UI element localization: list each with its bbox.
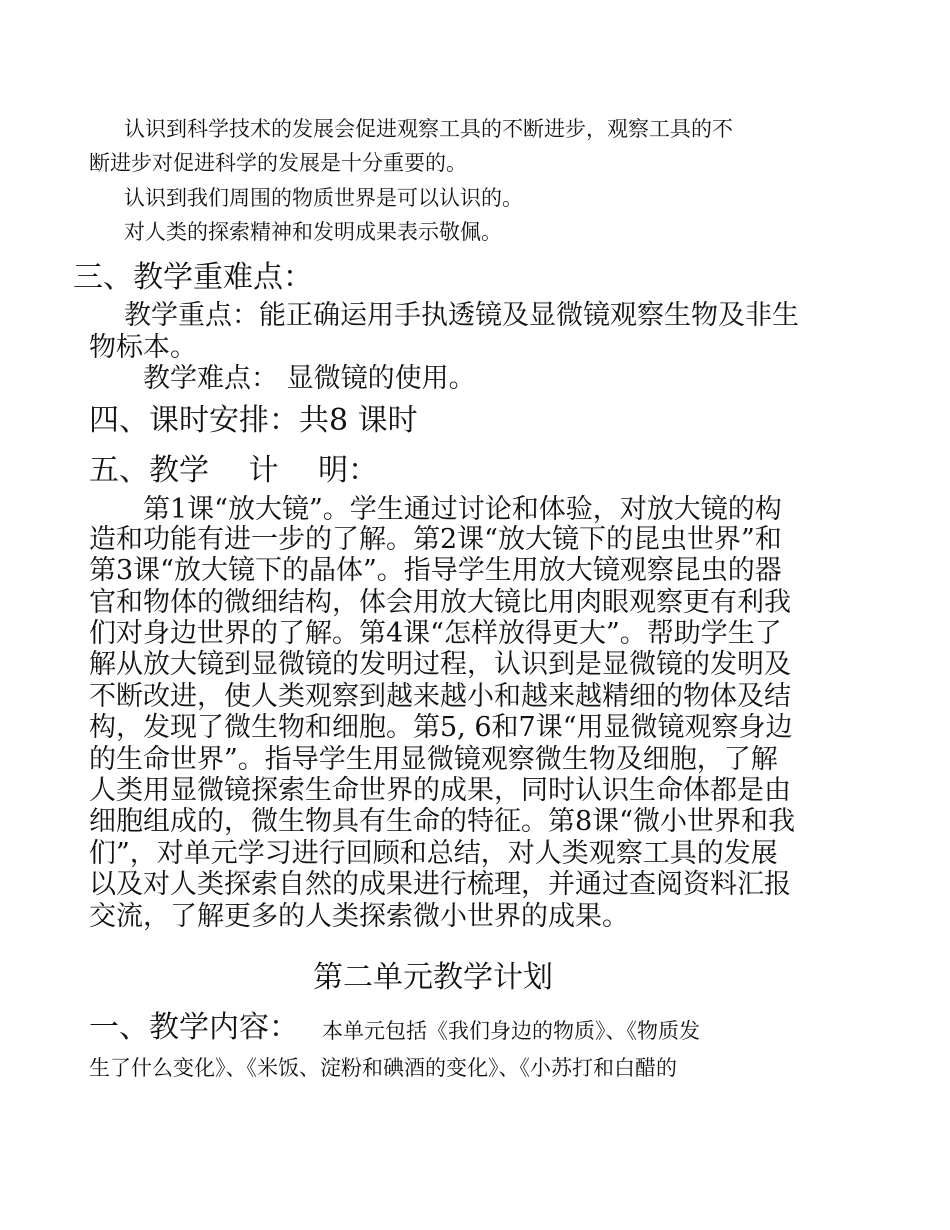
goal-line-3: 认识到我们周围的物质世界是可以认识的。: [124, 186, 523, 210]
plan-line-13: 以及对人类探索自然的成果进行梳理，并通过查阅资料汇报: [89, 869, 791, 900]
key-point-line-2: 物标本。: [89, 332, 197, 363]
unit-two-content-line-2: 生了什么变化》、《米饭、淀粉和碘酒的变化》、《小苏打和白醋的: [89, 1056, 677, 1080]
plan-line-6: 解从放大镜到显微镜的发明过程，认识到是显微镜的发明及: [89, 649, 791, 680]
goal-line-4: 对人类的探索精神和发明成果表示敬佩。: [124, 220, 502, 244]
plan-line-10: 人类用显微镜探索生命世界的成果，同时认识生命体都是由: [89, 775, 791, 806]
section-heading-plan: 五、教学 计 明：: [89, 453, 379, 488]
plan-line-12: 们”，对单元学习进行回顾和总结，对人类观察工具的发展: [89, 838, 778, 869]
key-point-line-1: 教学重点：能正确运用手执透镜及显微镜观察生物及非生: [124, 300, 799, 331]
goal-line-2: 断进步对促进科学的发展是十分重要的。: [89, 151, 467, 175]
unit-two-content-heading: 一、教学内容：: [89, 1010, 299, 1045]
plan-line-14: 交流，了解更多的人类探索微小世界的成果。: [89, 901, 629, 932]
section-heading-schedule: 四、课时安排：共8 课时: [89, 403, 418, 438]
section-heading-difficulties: 三、教学重难点：: [73, 260, 313, 295]
plan-line-5: 们对身边世界的了解。第4课“怎样放得更大”。帮助学生了: [89, 618, 782, 649]
plan-line-4: 官和物体的微细结构，体会用放大镜比用肉眼观察更有利我: [89, 587, 791, 618]
unit-two-title: 第二单元教学计划: [313, 960, 553, 995]
plan-line-7: 不断改进，使人类观察到越来越小和越来越精细的物体及结: [89, 681, 791, 712]
plan-line-9: 的生命世界”。指导学生用显微镜观察微生物及细胞，了解: [89, 744, 778, 775]
goal-line-1: 认识到科学技术的发展会促进观察工具的不断进步，观察工具的不: [124, 117, 733, 141]
plan-line-8: 构，发现了微生物和细胞。第5, 6和7课“用显微镜观察身边: [89, 712, 793, 743]
plan-line-2: 造和功能有进一步的了解。第2课“放大镜下的昆虫世界”和: [89, 524, 782, 555]
plan-line-3: 第3课“放大镜下的晶体”。指导学生用放大镜观察昆虫的器: [89, 555, 782, 586]
key-point-line-3: 教学难点： 显微镜的使用。: [143, 363, 476, 394]
plan-line-1: 第1课“放大镜”。学生通过讨论和体验，对放大镜的构: [143, 494, 782, 525]
plan-line-11: 细胞组成的，微生物具有生命的特征。第8课“微小世界和我: [89, 806, 795, 837]
unit-two-content-line-1: 本单元包括《我们身边的物质》、《物质发: [322, 1019, 700, 1043]
